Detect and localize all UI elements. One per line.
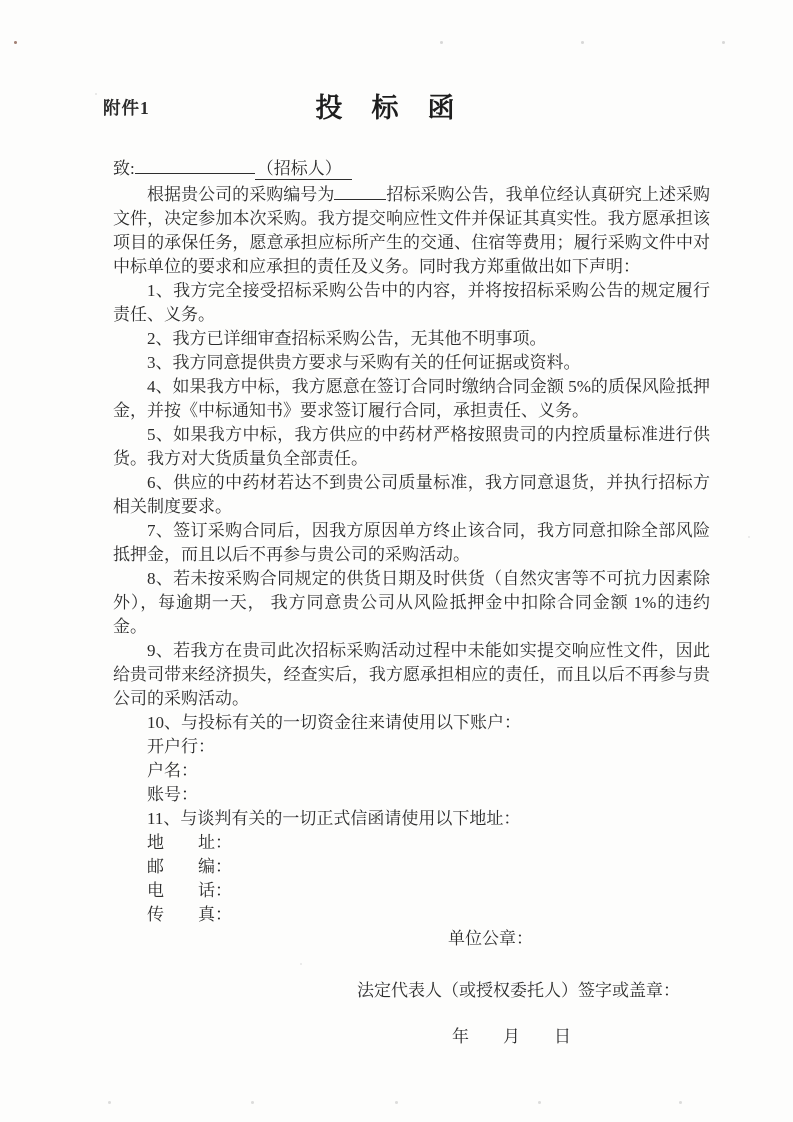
declaration-paragraph: 2、我方已详细审查招标采购公告，无其他不明事项。 <box>147 329 547 348</box>
scan-speck <box>95 93 97 95</box>
scan-speck <box>300 963 302 965</box>
scan-speck <box>108 1101 111 1104</box>
scan-speck <box>722 41 725 44</box>
bank-field-label: 户名： <box>147 761 198 780</box>
scan-speck <box>748 536 750 538</box>
scan-speck <box>14 41 17 44</box>
intro-text-after: 招标采购公告，我单位经认真研究上述采购文件，决定参加本次采购。我方提交响应性文件并保证其真实性。我方愿承担该项目的承保任务，愿意承担应标所产生的交通、住宿等费用；履行采购文件中对中标单位的要求和应承担的责任及义务。同时我方郑重做出如下声明： <box>113 185 711 276</box>
salutation-line <box>113 154 710 182</box>
scan-speck <box>395 1101 398 1104</box>
address-field-label: 电 话： <box>147 881 232 900</box>
tenderer-name-blank <box>135 154 255 174</box>
bank-field-label: 开户行： <box>147 737 215 756</box>
bank-field-label: 账号： <box>147 785 198 804</box>
declaration-paragraph: 7、签订采购合同后，因我方原因单方终止该合同，我方同意扣除全部风险抵押金，而且以后不再参与贵公司的采购活动。 <box>113 521 710 564</box>
scan-speck <box>251 1101 254 1104</box>
scan-speck <box>679 1101 682 1104</box>
scan-speck <box>581 41 584 44</box>
intro-paragraph <box>113 182 710 279</box>
declaration-paragraph: 10、与投标有关的一切资金往来请使用以下账户： <box>147 713 521 732</box>
declaration-paragraph: 1、我方完全接受招标采购公告中的内容，并将按招标采购公告的规定履行责任、义务。 <box>113 281 710 324</box>
declarations-list <box>113 279 710 735</box>
document-header <box>103 88 710 130</box>
salutation-prefix: 致: <box>113 159 135 178</box>
procurement-number-blank <box>334 182 386 200</box>
declaration-paragraph: 5、如果我方中标，我方供应的中药材严格按照贵司的内控质量标准进行供货。我方对大货质量负全部责任。 <box>113 425 710 468</box>
date-line: 年 月 日 <box>452 1027 571 1046</box>
document-title: 投 标 函 <box>315 93 456 123</box>
intro-text-before: 根据贵公司的采购编号为 <box>147 185 335 204</box>
declaration-paragraph: 4、如果我方中标，我方愿意在签订合同时缴纳合同金额 5%的质保风险抵押金，并按《中标通知书》要求签订履行合同，承担责任、义务。 <box>113 377 710 420</box>
address-fields <box>113 831 710 927</box>
declaration-paragraph: 6、供应的中药材若达不到贵公司质量标准，我方同意退货，并执行招标方相关制度要求。 <box>113 473 710 516</box>
tenderer-hint: （招标人） <box>255 159 352 180</box>
declaration-paragraph: 8、若未按采购合同规定的供货日期及时供货（自然灾害等不可抗力因素除外），每逾期一天， 我方同意贵公司从风险抵押金中扣除合同金额 1%的违约金。 <box>113 569 710 636</box>
address-field-label: 传 真： <box>147 905 232 924</box>
declaration-paragraph: 3、我方同意提供贵方要求与采购有关的任何证据或资料。 <box>147 353 581 372</box>
document-content <box>103 88 711 1049</box>
legal-representative-label: 法定代表人（或授权委托人）签字或盖章： <box>357 981 680 1000</box>
address-field-label: 地 址： <box>147 833 232 852</box>
attachment-label: 附件1 <box>103 98 150 118</box>
address-intro: 11、与谈判有关的一切正式信函请使用以下地址： <box>147 809 521 828</box>
company-seal-label: 单位公章： <box>448 929 533 948</box>
address-field-label: 邮 编： <box>147 857 232 876</box>
scan-speck <box>440 41 443 44</box>
declaration-paragraph: 9、若我方在贵司此次招标采购活动过程中未能如实提交响应性文件，因此给贵司带来经济损失，经查实后，我方愿承担相应的责任，而且以后不再参与贵公司的采购活动。 <box>113 641 710 708</box>
bank-fields <box>113 735 710 807</box>
scan-speck <box>538 1101 541 1104</box>
